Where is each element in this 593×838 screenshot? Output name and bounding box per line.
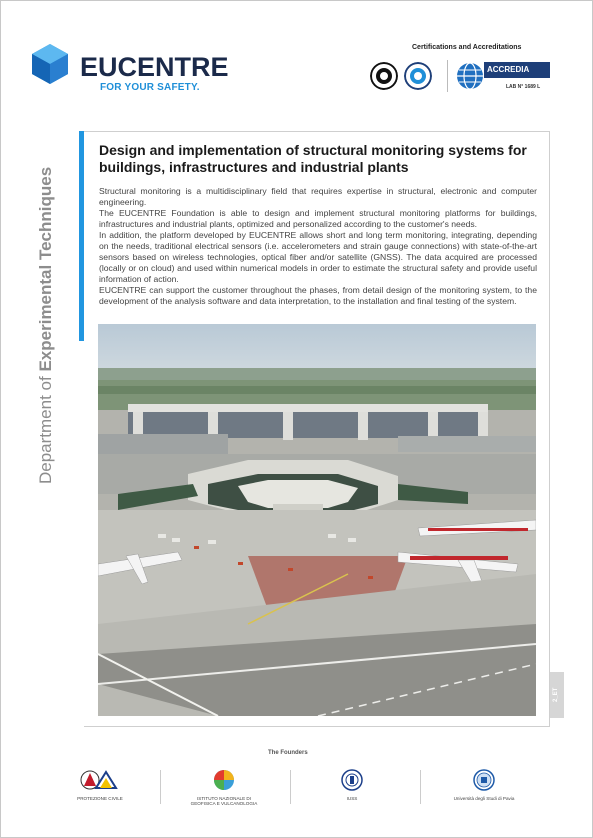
department-label	[36, 167, 56, 484]
department-name: Experimental Techniques	[36, 166, 55, 372]
certifications-title: Certifications and Accreditations	[412, 44, 522, 51]
founder-ingv[interactable]	[184, 768, 264, 808]
accredia-badge: ACCREDIA	[484, 62, 550, 78]
founder-name: PROTEZIONE CIVILE	[77, 796, 123, 801]
paragraph: In addition, the platform developed by EUCENTRE allows short and long term monitoring, integrating, depending on the needs, traditional electrical sensors (i.e. accelerometers and strain gauge connections) with state-of-the-art sensors based on wireless technologies, optical fiber and/or satellite (GNSS). The data acquired are processed (locally or on cloud) and used within numerical models in order to estimate the structural safety and provide useful information of action.	[99, 230, 537, 284]
globe-icon	[456, 62, 484, 90]
ingv-logo-icon	[211, 768, 237, 794]
founder-name: Università degli Studi di Pavia	[453, 796, 515, 801]
cert-divider	[447, 60, 448, 92]
hexagon-cube-icon	[28, 42, 72, 86]
lab-code: LAB N° 1689 L	[506, 84, 541, 90]
paragraph: Structural monitoring is a multidisciplinary field that requires expertise in structural, electronic and computer engineering.	[99, 186, 537, 207]
airport-aerial-photo	[98, 324, 536, 716]
page-tab-label: 2_ET	[553, 687, 559, 702]
paragraph: The EUCENTRE Foundation is able to design and implement structural monitoring platforms for buildings, infrastructures and industrial plants, optimized and personalized according to the customer's needs.	[99, 208, 537, 229]
brand-header[interactable]	[28, 40, 228, 100]
body-text	[99, 186, 537, 307]
page-title: Design and implementation of structural monitoring systems for buildings, infrastructures and industrial plants	[99, 142, 527, 175]
founder-divider	[290, 770, 291, 804]
certifications-row	[368, 60, 558, 100]
page-tab	[550, 672, 564, 718]
founder-unipv[interactable]	[444, 768, 524, 808]
founder-divider	[420, 770, 421, 804]
founders-title: The Founders	[268, 750, 308, 756]
certification-seal-icon	[370, 62, 398, 90]
certification-seal-icon	[404, 62, 432, 90]
civil-protection-logo-icon	[78, 768, 122, 794]
brand-tagline: FOR YOUR SAFETY.	[100, 82, 200, 93]
brand-name: EUCENTRE	[80, 52, 229, 82]
main-panel	[84, 131, 550, 727]
university-seal-icon	[471, 768, 497, 794]
paragraph: EUCENTRE can support the customer throughout the phases, from detail design of the monitoring system, to the development of the analysis software and data interpretation, to the installation and final testing of the system.	[99, 285, 537, 306]
founder-name: IUSS	[346, 796, 358, 801]
founder-divider	[160, 770, 161, 804]
founder-protezione-civile[interactable]	[60, 768, 140, 808]
founders-row	[60, 768, 540, 808]
founder-name: ISTITUTO NAZIONALE DI GEOFISICA E VULCANOLOGIA	[190, 796, 258, 806]
founder-iuss[interactable]	[312, 768, 392, 808]
department-prefix: Department of	[36, 376, 55, 484]
iuss-logo-icon	[339, 768, 365, 794]
